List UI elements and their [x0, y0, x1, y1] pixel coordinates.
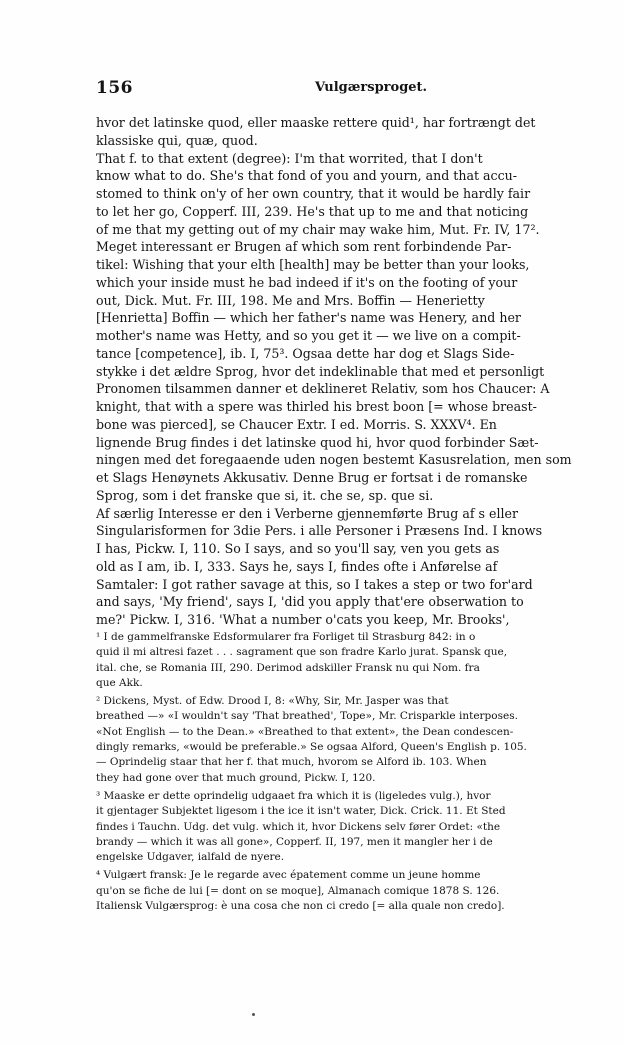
text-line: et Slags Henøynets Akkusativ. Denne Brug er fortsat i de romanske — [96, 470, 528, 485]
main-text — [96, 114, 598, 629]
text-line: old as I am, ib. I, 333. Says he, says I, findes ofte i Anførelse af — [96, 558, 498, 574]
text-line: and says, 'My friend', says I, 'did you apply that'ere obserwation to — [96, 594, 524, 610]
text-line: Meget interessant er Brugen af which som rent forbindende Par- — [96, 239, 512, 255]
text-line: me?' Pickw. I, 316. 'What a number o'cats you keep, Mr. Brooks', — [96, 612, 510, 627]
text-line: Af særlig Interesse er den i Verberne gjennemførte Brug af s eller — [96, 505, 518, 521]
footnote-line: they had gone over that much ground, Pickw. I, 120. — [96, 771, 376, 784]
text-line: which your inside must he bad indeed if it's on the footing of your — [96, 274, 518, 290]
page-number: 156 — [96, 78, 133, 98]
text-line: bone was pierced], se Chaucer Extr. I ed. Morris. S. XXXV⁴. En — [96, 416, 497, 432]
text-line: stomed to think on'y of her own country, that it would be hardly fair — [96, 186, 531, 201]
text-line: know what to do. She's that fond of you and yourn, and that accu- — [96, 168, 518, 184]
footnote-2 — [96, 694, 598, 786]
text-line: of me that my getting out of my chair may wake him, Mut. Fr. IV, 17². — [96, 221, 540, 237]
text-line: Samtaler: I got rather savage at this, so I takes a step or two for'ard — [96, 576, 533, 592]
footnote-line: findes i Tauchn. Udg. det vulg. which it, hvor Dickens selv fører Ordet: «the — [96, 820, 501, 833]
footnote-line: dingly remarks, «would be preferable.» Se ogsaa Alford, Queen's English p. 105. — [96, 741, 527, 754]
footnote-line: brandy — which it was all gone», Copperf. II, 197, men it mangler her i de — [96, 835, 493, 848]
text-line: hvor det latinske quod, eller maaske rettere quid¹, har fortrængt det — [96, 115, 536, 130]
text-line: mother's name was Hetty, and so you get it — we live on a compit- — [96, 328, 521, 343]
footnote-4 — [96, 868, 598, 914]
running-title: Vulgærsproget. — [315, 80, 428, 95]
footnotes — [96, 630, 598, 914]
text-line: lignende Brug findes i det latinske quod hi, hvor quod forbinder Sæt- — [96, 434, 539, 450]
footnote-line: ⁴ Vulgært fransk: Je le regarde avec épatement comme un jeune homme — [96, 869, 481, 882]
footnote-line: qu'on se fiche de lui [= dont on se moque], Almanach comique 1878 S. 126. — [96, 884, 500, 897]
text-line: I has, Pickw. I, 110. So I says, and so you'll say, ven you gets as — [96, 541, 500, 556]
text-line: out, Dick. Mut. Fr. III, 198. Me and Mrs. Boffin — Henerietty — [96, 292, 485, 308]
footnote-line: engelske Udgaver, ialfald de nyere. — [96, 851, 285, 864]
footnote-line: ital. che, se Romania III, 290. Derimod adskiller Fransk nu qui Nom. fra — [96, 661, 480, 674]
footnote-line: ² Dickens, Myst. of Edw. Drood I, 8: «Why, Sir, Mr. Jasper was that — [96, 695, 449, 708]
footnote-line: breathed —» «I wouldn't say 'That breathed', Tope», Mr. Crisparkle interposes. — [96, 710, 518, 723]
footnote-line: ³ Maaske er dette oprindelig udgaaet fra which it is (ligeledes vulg.), hvor — [96, 789, 491, 802]
text-line: tikel: Wishing that your elth [health] may be better than your looks, — [96, 257, 530, 272]
footnote-line: que Akk. — [96, 676, 143, 689]
scan-speck — [252, 1013, 255, 1016]
footnote-line: ¹ I de gammelfranske Edsformularer fra Forliget til Strasburg 842: in o — [96, 631, 476, 643]
text-line: Sprog, som i det franske que si, it. che se, sp. que si. — [96, 487, 434, 503]
text-line: tance [competence], ib. I, 75³. Ogsaa dette har dog et Slags Side- — [96, 345, 515, 361]
text-line: [Henrietta] Boffin — which her father's name was Henery, and her — [96, 310, 521, 326]
text-line: to let her go, Copperf. III, 239. He's that up to me and that noticing — [96, 203, 529, 219]
footnote-1 — [96, 630, 598, 691]
text-line: ningen med det foregaaende uden nogen bestemt Kasusrelation, men som — [96, 452, 572, 468]
text-line: stykke i det ældre Sprog, hvor det indeklinable that med et personligt — [96, 363, 545, 379]
text-line: knight, that with a spere was thirled his brest boon [= whose breast- — [96, 399, 537, 414]
text-line: Pronomen tilsammen danner et deklineret Relativ, som hos Chaucer: A — [96, 381, 550, 397]
footnote-line: — Oprindelig staar that her f. that much, hvorom se Alford ib. 103. When — [96, 756, 487, 769]
text-line: Singularisformen for 3die Pers. i alle Personer i Præsens Ind. I knows — [96, 523, 543, 539]
text-line: That f. to that extent (degree): I'm that worrited, that I don't — [96, 150, 483, 166]
footnote-line: «Not English — to the Dean.» «Breathed to that extent», the Dean condescen- — [96, 725, 514, 738]
footnote-line: it gjentager Subjektet ligesom i the ice it isn't water, Dick. Crick. 11. Et Sted — [96, 805, 506, 818]
footnote-line: quid il mi altresi fazet . . . sagrament que son fradre Karlo jurat. Spansk que, — [96, 646, 508, 659]
footnote-3 — [96, 789, 598, 865]
text-line: klassiske qui, quæ, quod. — [96, 132, 258, 148]
footnote-line: Italiensk Vulgærsprog: è una cosa che non ci credo [= alla quale non credo]. — [96, 900, 505, 913]
page-header — [96, 78, 598, 100]
